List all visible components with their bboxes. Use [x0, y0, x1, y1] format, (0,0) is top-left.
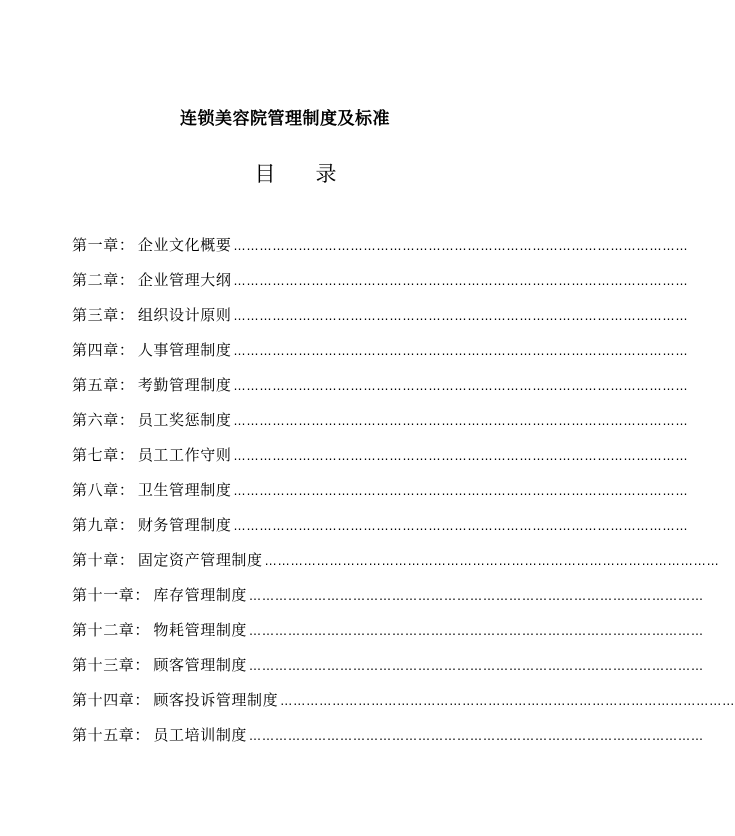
toc-entry-9[interactable] — [72, 508, 689, 543]
toc-separator: ： — [118, 236, 134, 254]
toc-dot-leader: …………………………………………………………………………………………… — [249, 624, 705, 638]
toc-dot-leader: …………………………………………………………………………………………… — [233, 239, 689, 253]
toc-dot-leader: …………………………………………………………………………………………… — [233, 309, 689, 323]
toc-chapter-number: 第六章 — [72, 411, 119, 429]
toc-chapter-title: 员工奖惩制度 — [137, 411, 232, 429]
toc-separator: ： — [134, 726, 150, 744]
toc-dot-leader: …………………………………………………………………………………………… — [233, 274, 689, 288]
toc-entry-7[interactable] — [72, 438, 689, 473]
toc-separator: ： — [118, 341, 134, 359]
toc-entry-3[interactable] — [72, 298, 689, 333]
toc-chapter-number: 第八章 — [72, 481, 119, 499]
table-of-contents — [72, 228, 735, 753]
toc-chapter-number: 第九章 — [72, 516, 119, 534]
toc-chapter-title: 组织设计原则 — [137, 306, 232, 324]
toc-separator: ： — [118, 551, 134, 569]
toc-entry-12[interactable] — [72, 613, 705, 648]
toc-chapter-title: 员工工作守则 — [137, 446, 232, 464]
toc-chapter-number: 第十五章 — [72, 726, 135, 744]
toc-entry-8[interactable] — [72, 473, 689, 508]
toc-chapter-number: 第十四章 — [72, 691, 135, 709]
toc-separator: ： — [134, 586, 150, 604]
toc-chapter-number: 第十二章 — [72, 621, 135, 639]
toc-entry-2[interactable] — [72, 263, 689, 298]
toc-dot-leader: …………………………………………………………………………………………… — [233, 449, 689, 463]
toc-chapter-title: 员工培训制度 — [153, 726, 248, 744]
toc-chapter-number: 第七章 — [72, 446, 119, 464]
toc-chapter-title: 财务管理制度 — [137, 516, 232, 534]
toc-dot-leader: …………………………………………………………………………………………… — [280, 694, 735, 708]
toc-chapter-number: 第二章 — [72, 271, 119, 289]
toc-chapter-number: 第十三章 — [72, 656, 135, 674]
toc-chapter-number: 第一章 — [72, 236, 119, 254]
toc-separator: ： — [118, 516, 134, 534]
toc-entry-4[interactable] — [72, 333, 689, 368]
toc-separator: ： — [118, 376, 134, 394]
toc-chapter-number: 第十一章 — [72, 586, 135, 604]
toc-chapter-title: 顾客投诉管理制度 — [153, 691, 279, 709]
toc-separator: ： — [118, 306, 134, 324]
toc-chapter-number: 第三章 — [72, 306, 119, 324]
toc-separator: ： — [134, 691, 150, 709]
toc-entry-1[interactable] — [72, 228, 689, 263]
toc-dot-leader: …………………………………………………………………………………………… — [233, 519, 689, 533]
toc-chapter-title: 卫生管理制度 — [137, 481, 232, 499]
toc-dot-leader: …………………………………………………………………………………………… — [264, 554, 720, 568]
toc-heading: 目 录 — [254, 162, 337, 186]
toc-chapter-title: 库存管理制度 — [153, 586, 248, 604]
toc-chapter-title: 企业管理大纲 — [137, 271, 232, 289]
toc-dot-leader: …………………………………………………………………………………………… — [249, 659, 705, 673]
toc-dot-leader: …………………………………………………………………………………………… — [233, 344, 689, 358]
toc-separator: ： — [118, 271, 134, 289]
toc-entry-5[interactable] — [72, 368, 689, 403]
toc-entry-6[interactable] — [72, 403, 689, 438]
toc-chapter-title: 企业文化概要 — [137, 236, 232, 254]
toc-chapter-title: 考勤管理制度 — [137, 376, 232, 394]
toc-separator: ： — [134, 656, 150, 674]
toc-separator: ： — [118, 411, 134, 429]
toc-dot-leader: …………………………………………………………………………………………… — [249, 729, 705, 743]
toc-entry-10[interactable] — [72, 543, 720, 578]
toc-entry-13[interactable] — [72, 648, 705, 683]
toc-dot-leader: …………………………………………………………………………………………… — [233, 379, 689, 393]
toc-separator: ： — [118, 446, 134, 464]
toc-entry-15[interactable] — [72, 718, 705, 753]
toc-separator: ： — [134, 621, 150, 639]
document-title: 连锁美容院管理制度及标准 — [180, 109, 390, 129]
toc-dot-leader: …………………………………………………………………………………………… — [233, 484, 689, 498]
toc-entry-11[interactable] — [72, 578, 705, 613]
toc-chapter-title: 物耗管理制度 — [153, 621, 248, 639]
toc-chapter-number: 第四章 — [72, 341, 119, 359]
toc-separator: ： — [118, 481, 134, 499]
toc-dot-leader: …………………………………………………………………………………………… — [233, 414, 689, 428]
toc-chapter-title: 固定资产管理制度 — [137, 551, 263, 569]
toc-dot-leader: …………………………………………………………………………………………… — [249, 589, 705, 603]
toc-chapter-title: 顾客管理制度 — [153, 656, 248, 674]
toc-chapter-number: 第十章 — [72, 551, 119, 569]
toc-entry-14[interactable] — [72, 683, 735, 718]
toc-chapter-title: 人事管理制度 — [137, 341, 232, 359]
toc-chapter-number: 第五章 — [72, 376, 119, 394]
